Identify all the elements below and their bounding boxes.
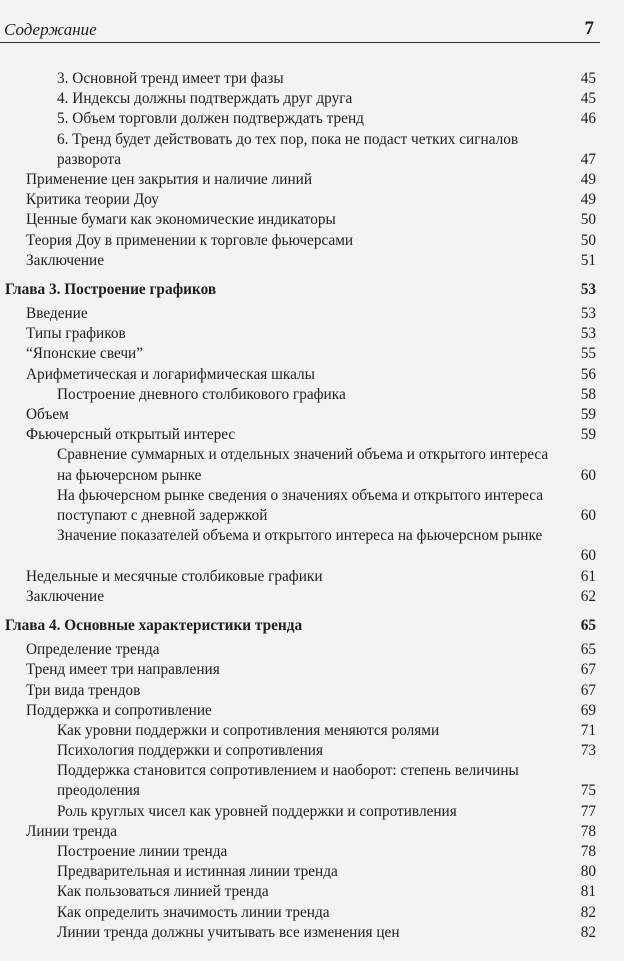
toc-entry (0, 344, 624, 364)
toc-entry-title: 6. Тренд будет действовать до тех пор, пока не подаст четких сигналов разворота (57, 130, 519, 168)
toc-entry-page: 49 (580, 191, 596, 209)
toc-entry-page: 62 (580, 587, 596, 605)
toc-entry-page: 71 (580, 721, 596, 739)
table-of-contents (0, 69, 624, 943)
toc-entry (0, 69, 624, 89)
toc-entry-title: 5. Объем торговли должен подтверждать тренд (57, 110, 364, 128)
toc-chapter-heading (0, 616, 624, 636)
toc-entry (0, 587, 624, 607)
toc-entry-title: Поддержка становится сопротивлением и наоборот: степень величины преодоления (57, 762, 519, 800)
running-head-title: Содержание (4, 20, 97, 39)
toc-entry-title: 4. Индексы должны подтверждать друг друга (57, 90, 353, 108)
toc-entry-title: Линии тренда должны учитывать все изменения цен (57, 923, 400, 941)
toc-entry (0, 385, 624, 405)
page-header (0, 18, 624, 44)
toc-entry (0, 109, 624, 129)
toc-entry-page: 49 (580, 170, 596, 188)
toc-entry-title: Заключение (26, 251, 105, 269)
toc-chapter-heading (0, 280, 624, 300)
toc-entry-page: 73 (580, 742, 596, 760)
toc-entry (0, 445, 624, 485)
toc-entry-page: 60 (580, 466, 596, 484)
toc-entry (0, 923, 624, 943)
toc-entry-page: 77 (580, 802, 596, 820)
toc-entry (0, 882, 624, 902)
toc-entry-title: Заключение (26, 587, 105, 605)
toc-entry-page: 80 (580, 863, 596, 881)
toc-entry-title: Роль круглых чисел как уровней поддержки и сопротивления (57, 802, 457, 820)
toc-entry (0, 170, 624, 190)
toc-entry-page: 56 (580, 365, 596, 383)
toc-entry (0, 130, 624, 170)
toc-entry-page: 78 (580, 843, 596, 861)
toc-entry-title: Построение дневного столбикового графика (57, 385, 346, 403)
toc-entry-page: 82 (580, 903, 596, 921)
toc-entry-page: 82 (580, 923, 596, 941)
toc-entry-page: 45 (580, 70, 596, 87)
toc-entry-title: Типы графиков (26, 325, 126, 343)
toc-entry (0, 425, 624, 445)
toc-entry-title: Определение тренда (26, 641, 160, 659)
toc-entry (0, 405, 624, 425)
toc-entry-page: 60 (580, 547, 596, 565)
toc-entry (0, 324, 624, 344)
toc-entry-page: 53 (580, 280, 596, 298)
page-number: 7 (584, 18, 594, 39)
toc-entry-title: Как уровни поддержки и сопротивления меняются ролями (57, 721, 440, 739)
toc-entry-title: Три вида трендов (26, 681, 141, 699)
toc-entry-page: 65 (580, 616, 596, 634)
toc-entry (0, 822, 624, 842)
toc-entry-page: 55 (580, 345, 596, 363)
toc-entry-title: Теория Доу в применении к торговле фьючерсами (26, 231, 354, 249)
toc-entry (0, 681, 624, 701)
toc-entry-title: Применение цен закрытия и наличие линий (26, 170, 313, 188)
toc-entry-title: Фьючерсный открытый интерес (26, 426, 236, 444)
toc-entry (0, 486, 624, 526)
toc-entry-title: Объем (26, 406, 69, 424)
toc-entry-page: 50 (580, 231, 596, 249)
toc-entry-page: 53 (580, 325, 596, 343)
toc-entry-page: 75 (580, 782, 596, 800)
toc-entry-page: 61 (580, 567, 596, 585)
toc-entry (0, 640, 624, 660)
toc-entry-title: Критика теории Доу (26, 191, 159, 209)
toc-entry-page: 59 (580, 426, 596, 444)
toc-entry (0, 741, 624, 761)
toc-entry-title: Построение линии тренда (57, 843, 228, 861)
toc-entry-page: 45 (580, 90, 596, 108)
toc-entry (0, 802, 624, 822)
toc-entry-page: 67 (580, 681, 596, 699)
toc-entry (0, 842, 624, 862)
toc-entry-page: 67 (580, 661, 596, 679)
toc-entry (0, 701, 624, 721)
toc-entry-title: Как пользоваться линией тренда (57, 883, 269, 901)
toc-entry (0, 251, 624, 271)
toc-entry-page: 58 (580, 385, 596, 403)
toc-entry (0, 761, 624, 801)
header-rule (0, 42, 600, 43)
toc-entry (0, 862, 624, 882)
toc-entry (0, 304, 624, 324)
toc-entry-title: Ценные бумаги как экономические индикаторы (26, 211, 336, 229)
toc-entry (0, 721, 624, 741)
toc-entry-title: Недельные и месячные столбиковые графики (26, 567, 323, 585)
toc-entry-page: 78 (580, 822, 596, 840)
toc-entry (0, 660, 624, 680)
toc-entry-title: Введение (26, 305, 88, 323)
toc-entry (0, 526, 624, 566)
toc-entry-page: 81 (580, 883, 596, 901)
toc-entry (0, 210, 624, 230)
toc-entry-title: Тренд имеет три направления (26, 661, 220, 679)
toc-entry (0, 365, 624, 385)
toc-entry-title: Поддержка и сопротивление (26, 701, 212, 719)
toc-entry (0, 190, 624, 210)
toc-entry-title: Сравнение суммарных и отдельных значений объема и открытого интереса на фьючерсном рынке (57, 446, 549, 484)
toc-entry-page: 59 (580, 406, 596, 424)
toc-entry-title: Арифметическая и логарифмическая шкалы (26, 365, 315, 383)
toc-entry-page: 51 (580, 251, 596, 269)
toc-entry-title: Линии тренда (26, 822, 118, 840)
toc-entry-title: Глава 3. Построение графиков (5, 280, 217, 298)
toc-entry-title: 3. Основной тренд имеет три фазы (57, 70, 284, 87)
toc-entry-title: На фьючерсном рынке сведения о значениях объема и открытого интереса поступают с дневной задержкой (57, 486, 544, 524)
toc-entry-page: 53 (580, 305, 596, 323)
toc-entry-page: 47 (580, 150, 596, 168)
toc-entry-title: Глава 4. Основные характеристики тренда (5, 616, 303, 634)
toc-entry-page: 46 (580, 110, 596, 128)
toc-entry-title: Как определить значимость линии тренда (57, 903, 330, 921)
toc-entry-page: 60 (580, 506, 596, 524)
toc-entry (0, 231, 624, 251)
toc-entry-title: Психология поддержки и сопротивления (57, 742, 323, 760)
toc-entry-title: “Японские свечи” (26, 345, 144, 363)
toc-entry (0, 903, 624, 923)
toc-entry-page: 65 (580, 641, 596, 659)
toc-entry-page: 50 (580, 211, 596, 229)
toc-entry (0, 567, 624, 587)
toc-entry (0, 89, 624, 109)
toc-entry-title: Значение показателей объема и открытого интереса на фьючерсном рынке (57, 527, 543, 545)
toc-entry-page: 69 (580, 701, 596, 719)
toc-entry-title: Предварительная и истинная линии тренда (57, 863, 338, 881)
